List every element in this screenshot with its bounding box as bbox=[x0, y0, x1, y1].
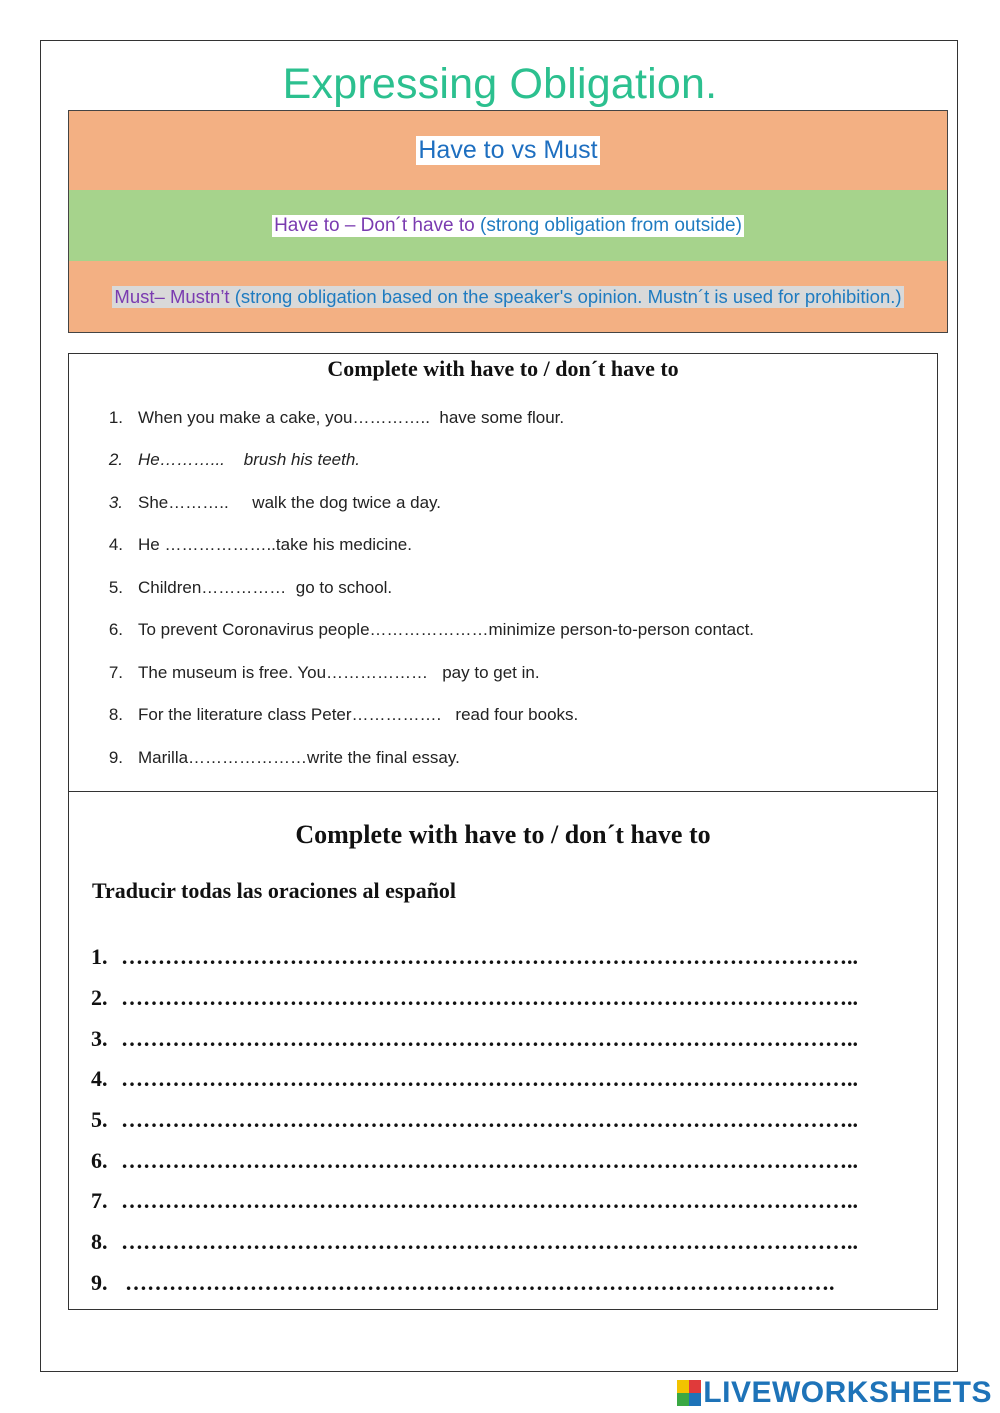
answer-blank[interactable]: ……………………………………………………………………………………….. bbox=[121, 944, 858, 969]
question-item bbox=[69, 620, 937, 644]
question-text[interactable]: The museum is free. You……………… pay to get in. bbox=[138, 663, 540, 682]
translation-instruction: Traducir todas las oraciones al español bbox=[92, 878, 457, 903]
answer-line bbox=[69, 1107, 937, 1141]
answer-number: 1. bbox=[91, 944, 108, 969]
answer-number: 3. bbox=[91, 1026, 108, 1051]
question-number: 9. bbox=[108, 748, 123, 767]
question-item bbox=[69, 578, 937, 602]
question-item bbox=[69, 450, 937, 474]
question-text[interactable]: For the literature class Peter……………. read four books. bbox=[138, 705, 579, 724]
question-number: 1. bbox=[108, 408, 123, 427]
answer-line bbox=[69, 944, 937, 978]
question-item bbox=[69, 663, 937, 687]
brand-name: LIVEWORKSHEETS bbox=[703, 1376, 992, 1409]
answer-number: 8. bbox=[91, 1229, 108, 1254]
must-rule bbox=[112, 286, 903, 308]
have-to-rule-explanation: (strong obligation from outside) bbox=[474, 214, 742, 236]
question-number: 3. bbox=[108, 493, 123, 512]
answer-blank[interactable]: ……………………………………………………………………………………….. bbox=[121, 1107, 858, 1132]
answer-blank[interactable]: ……………………………………………………………………………………….. bbox=[121, 1229, 858, 1254]
question-item bbox=[69, 408, 937, 432]
liveworksheets-brand[interactable] bbox=[677, 1376, 992, 1410]
question-item bbox=[69, 535, 937, 559]
must-rule-term: Must– Mustn’t bbox=[114, 285, 230, 307]
question-text[interactable]: Marilla…………………write the final essay. bbox=[138, 748, 460, 767]
answer-line bbox=[69, 1148, 937, 1182]
question-item bbox=[69, 748, 937, 772]
question-text[interactable]: Children…………… go to school. bbox=[138, 578, 393, 597]
answer-blank[interactable]: ……………………………………………………………………………………. bbox=[125, 1270, 835, 1295]
answer-number: 6. bbox=[91, 1148, 108, 1173]
question-text[interactable]: She……….. walk the dog twice a day. bbox=[138, 493, 441, 512]
have-to-rule bbox=[272, 215, 744, 237]
answer-blank[interactable]: ……………………………………………………………………………………….. bbox=[121, 1188, 858, 1213]
answer-line bbox=[69, 1026, 937, 1060]
header-band-have-to bbox=[68, 190, 948, 262]
question-text[interactable]: When you make a cake, you………….. have some flour. bbox=[138, 408, 565, 427]
must-rule-explanation: (strong obligation based on the speaker's opinion. Mustn´t is used for prohibition.) bbox=[229, 285, 902, 307]
have-to-rule-term: Have to – Don´t have to bbox=[274, 214, 475, 236]
page-title: Expressing Obligation. bbox=[282, 60, 718, 108]
topic-label: Have to vs Must bbox=[418, 136, 598, 164]
exercise-box bbox=[68, 353, 938, 1310]
liveworksheets-logo-icon bbox=[677, 1380, 701, 1406]
section2-heading: Complete with have to / don´t have to bbox=[295, 820, 711, 849]
question-number: 4. bbox=[108, 535, 123, 554]
question-number: 6. bbox=[108, 620, 123, 639]
answer-blank[interactable]: ……………………………………………………………………………………….. bbox=[121, 1026, 858, 1051]
answer-line bbox=[69, 1270, 937, 1304]
question-text[interactable]: He………... brush his teeth. bbox=[138, 450, 361, 469]
header-band-topic bbox=[68, 110, 948, 191]
section-divider bbox=[69, 791, 937, 792]
answer-line bbox=[69, 1229, 937, 1263]
question-item bbox=[69, 493, 937, 517]
answer-number: 4. bbox=[91, 1066, 108, 1091]
answer-number: 7. bbox=[91, 1188, 108, 1213]
section1-heading: Complete with have to / don´t have to bbox=[327, 356, 679, 381]
header-band-must bbox=[68, 261, 948, 333]
answer-line bbox=[69, 1188, 937, 1222]
answer-blank[interactable]: ……………………………………………………………………………………….. bbox=[121, 985, 858, 1010]
answer-number: 5. bbox=[91, 1107, 108, 1132]
question-number: 8. bbox=[108, 705, 123, 724]
question-number: 5. bbox=[108, 578, 123, 597]
answer-blank[interactable]: ……………………………………………………………………………………….. bbox=[121, 1066, 858, 1091]
answer-line bbox=[69, 1066, 937, 1100]
question-item bbox=[69, 705, 937, 729]
question-number: 2. bbox=[108, 450, 123, 469]
answer-blank[interactable]: ……………………………………………………………………………………….. bbox=[121, 1148, 858, 1173]
question-text[interactable]: To prevent Coronavirus people…………………minimize person-to-person contact. bbox=[138, 620, 755, 639]
question-text[interactable]: He ………………..take his medicine. bbox=[138, 535, 412, 554]
question-number: 7. bbox=[108, 663, 123, 682]
answer-line bbox=[69, 985, 937, 1019]
answer-number: 2. bbox=[91, 985, 108, 1010]
answer-number: 9. bbox=[91, 1270, 108, 1295]
